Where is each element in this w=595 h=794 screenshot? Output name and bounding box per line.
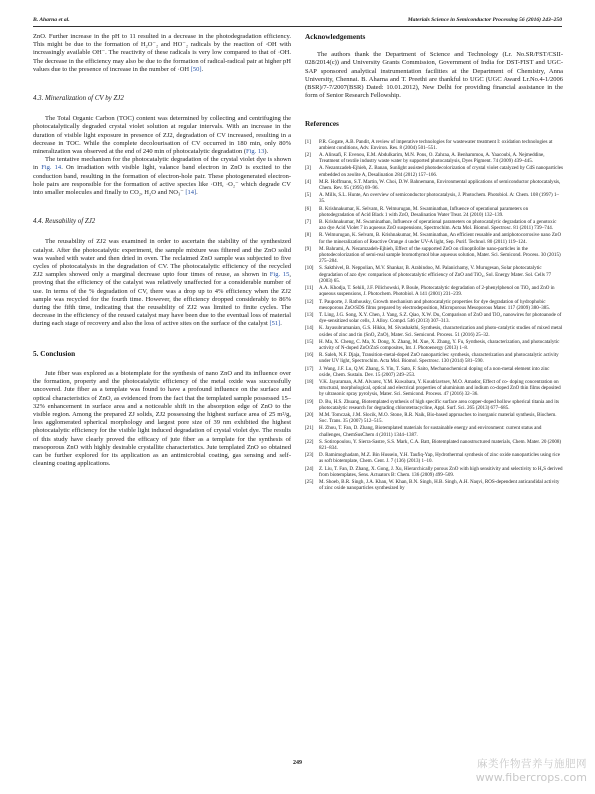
section-heading-4-4: 4.4. Reusability of ZJ2	[33, 218, 96, 226]
citation-link[interactable]: [50]	[190, 65, 202, 73]
reference-item[interactable]	[305, 339, 563, 351]
reference-text: R. Saleh, N.F. Djaja, Transition-metal-doped ZnO nanoparticles: synthesis, characterization and photocatalytic activity under UV light, Spectrochim. Acta Mol. Biomol. Spectrosc. 130 (2014) 581–590.	[319, 352, 559, 365]
reference-text: A. Nezamzadeh-Ejhieh, Z. Banan, Sunlight assisted photodecolorization of crystal violet catalyzed by CdS nanoparticles embedded on zeolite A, Desalination 284 (2012) 157–166.	[319, 165, 564, 178]
reference-text: J. Wang, J.F. Lu, Q.W. Zhang, S. Yin, T. Sato, F. Saito, Mechanochemical doping of a non-metal element into zinc oxide, Chem. Sustain. Dev. 15 (2007) 249–253.	[319, 365, 550, 378]
reference-item[interactable]	[305, 439, 563, 451]
reference-item[interactable]	[305, 265, 563, 284]
paragraph-text: ).	[264, 148, 269, 156]
header-rule	[33, 26, 562, 27]
reference-item[interactable]	[305, 325, 563, 337]
reference-number: [11]	[305, 285, 314, 292]
paragraph-text: The Total Organic Carbon (TOC) content was determined by collecting and centrifuging the photocatalytically degraded crystal violet solution at regular intervals. With an increase in the duration of visible light exposure in presence of ZJ2, degradation of CV increased, resulting in a decrease in TOC. While the complete decolourisation of CV occurred in 180 min, only 80% mineralization was observed at the end of 240 min of photocatalytic degradation (	[33, 115, 291, 156]
paragraph-text: .	[196, 189, 198, 197]
reference-number: [16]	[305, 352, 314, 359]
reference-text: M. Bahrami, A. Nezamzadeh-Ejhieh, Effect of the supported ZnO on clinoptilolite nano-particles in the photodecolorization of semi-real sample bromothymol blue aqueous solution, Mater. Sci. Semicond. Process. 30 (2015) 275–284.	[319, 245, 561, 265]
spacer	[33, 103, 291, 115]
references-heading: References	[305, 119, 339, 129]
watermark-url: www.fibercrops.com	[475, 771, 587, 784]
section-heading-5: 5. Conclusion	[33, 348, 76, 358]
reference-item[interactable]	[305, 379, 563, 398]
page-number: 249	[293, 760, 302, 766]
reference-number: [9]	[305, 245, 311, 252]
reference-text: S. Sotiropoulou, Y. Sierra-Sastre, S.S. Mark, C.A. Batt, Biotemplated nanostructured materials, Chem. Mater. 20 (2008) 821–834.	[319, 438, 562, 451]
reference-text: M. Shoeb, B.R. Singh, J.A. Khan, W. Khan, B.N. Singh, H.B. Singh, A.H. Naqvi, ROS-dependent anticandidal activity of zinc oxide nanoparticles synthesized by	[319, 478, 560, 492]
paragraph-text: .	[280, 320, 282, 328]
reference-list	[305, 139, 563, 492]
paragraph-text: The reusability of ZJ2 was examined in order to ascertain the stability of the synthesized catalyst. After the photocatalytic experiment, the sample mixture was filtered and the ZnO solid was washed with water and then dried in oven. The reclaimed ZnO sample was subjected to five cycles of photocatalysis in the degradation of CV. The photocatalytic efficiency of the recycled ZJ2 samples showed only a marginal decrease upto four times of reuse, as shown in	[33, 238, 291, 279]
reference-item[interactable]	[305, 425, 563, 437]
reference-text: H. Zhou, T. Fan, D. Zhang, Biotemplated materials for sustainable energy and environment: current status and challenges, ChemSusChem 4 (2011) 1344–1387.	[319, 425, 542, 438]
spacer	[33, 197, 291, 218]
left-column	[33, 33, 291, 468]
running-head	[33, 17, 562, 24]
intro-paragraph	[33, 33, 291, 74]
reference-item[interactable]	[305, 412, 563, 424]
reference-text: D. Ramimoghadam, M.Z. Bin Hussein, Y.H. Taufiq-Yap, Hydrothermal synthesis of zinc oxide nanoparticles using rice as soft biotemplate, Chem. Cent. J. 7 (136) (2013) 1–10.	[319, 452, 560, 465]
reference-text: V.K. Jayaraman, A.M. Alvarez, Y.M. Kuwabara, Y. Koudriavtsev, M.O. Amador, Effect of co- doping concentration on structural, morphological, optical and electrical properties of aluminium and indium co-doped ZnO thin films deposited by ultrasonic spray pyrolysis, Mater. Sci. Semicond. Process. 47 (2016) 32–36.	[319, 378, 561, 398]
mineralization-paragraph-1	[33, 115, 291, 156]
mineralization-paragraph-2	[33, 156, 291, 197]
citation-link[interactable]: [51]	[269, 320, 281, 328]
reference-item[interactable]	[305, 366, 563, 378]
reference-number: [17]	[305, 365, 314, 372]
reference-item[interactable]	[305, 206, 563, 218]
figure-link[interactable]: Fig. 15	[269, 271, 290, 279]
spacer	[305, 129, 563, 139]
section-heading-4-3: 4.3. Mineralization of CV by ZJ2	[33, 95, 124, 103]
reference-number: [12]	[305, 298, 314, 305]
paragraph-text: The tentative mechanism for the photocatalytic degradation of the crystal violet dye is shown in	[33, 156, 291, 172]
header-authors: B. Aharna et al.	[33, 17, 70, 23]
reference-item[interactable]	[305, 452, 563, 464]
reference-item[interactable]	[305, 152, 563, 164]
reference-item[interactable]	[305, 179, 563, 191]
spacer	[305, 41, 563, 51]
reference-number: [6]	[305, 205, 311, 212]
reference-number: [25]	[305, 478, 314, 485]
reference-item[interactable]	[305, 312, 563, 324]
reference-text: Z. Liu, T. Fan, D. Zhang, X. Gong, J. Xu, Hierarchically porous ZnO with high sensitivity and selectivity to H₂S derived from biotemplates, Sens. Actuators B: Chem. 136 (2009) 499–509.	[319, 465, 563, 478]
spacer	[33, 329, 291, 350]
reference-text: M.M. Tomczak, J.M. Slocik, M.O. Stone, R.R. Naik, Bio-based approaches to inorganic material synthesis, Biochem. Soc. Trans. 35 (2007) 512–515.	[319, 411, 557, 425]
reference-number: [10]	[305, 265, 314, 272]
spacer	[33, 74, 291, 95]
reference-text: T. Ling, J.G. Song, X.Y. Chen, J. Yang, S.Z. Qiao, X.W. Du, Comparison of ZnO and TiO₂ nanowires for photoanode of dye-sensitized solar cells, J. Alloy. Compd. 546 (2013) 307–313.	[319, 311, 562, 325]
reference-item[interactable]	[305, 352, 563, 364]
acknowledgements-text: The authors thank the Department of Science and Technology (Lr. No.SR/FST/CSII- 028/2014(c)) and University Grants Commission, Government of India for DST-FIST and UGC-SAP sponsored analytical instrumentation facilities at the Department of Chemistry, Anna University, Chennai. B. Aharna and T. Preethi are thankful to UGC (UGC Award Lr.No.4-1/2006 (BSR)/7-7/2007(BSR) Dated: 10.01.2012), New Delhi for providing financial assistance in the form of Senior Research Fellowship.	[305, 51, 563, 100]
reference-item[interactable]	[305, 246, 563, 265]
reference-text: M.R. Hoffmann, S.T. Martin, W. Choi, D.W. Bahnemann, Environmental applications of semiconductor photocatalysis, Chem. Rev. 95 (1995) 69–96.	[319, 178, 561, 192]
spacer	[33, 358, 291, 370]
reference-number: [3]	[305, 165, 311, 172]
reference-number: [19]	[305, 398, 314, 405]
acknowledgements-heading: Acknowledgements	[305, 32, 366, 41]
reference-number: [13]	[305, 311, 314, 318]
reference-number: [21]	[305, 425, 314, 432]
reference-number: [14]	[305, 325, 314, 332]
reference-item[interactable]	[305, 139, 563, 151]
reference-text: R. Velmurugan, K. Selvam, B. Krishnakumar, M. Swaminathan, An efficient reusable and antiphotocorrosive nano ZnO for the mineralization of Reactive Orange 4 under UV-A light, Sep. Purif. Technol. 80 (2011) 119–124.	[319, 232, 562, 245]
conclusion-paragraph: Jute fiber was explored as a biotemplate for the synthesis of nano ZnO and its influence over the formation, property and the photocatalytic efficiency of the metal oxide was successfully uncovered. Jute fiber as a template was found to have a profound influence on the surface and optical characteristics of ZnO, as evidenced from the fact that the templated sample possessed 15–32% enhancement in surface area and a noticeable shift in the absorption edge of ZnO to the visible region. Among the prepared ZJ solids, ZJ2 possessing the highest surface area of 25 m²/g, less agglomerated spherical morphology and largest pore size of 39 nm exhibited the highest photocatalytic efficiency for the visible light induced degradation of crystal violet dye. The results of this study have clearly proved the efficacy of jute fiber as a template for the synthesis of mesoporous ZnO with highly desirable crystallite characteristics. Jute templated ZnO so obtained can be further explored for its application as an antimicrobial coating, gas sensing and self-cleaning coating applications.	[33, 369, 291, 468]
reference-number: [1]	[305, 138, 311, 145]
reference-text: D. Bu, H.S. Zhuang, Biotemplated synthesis of high specific surface area copper-doped hollow spherical titania and its photocatalytic research for degrading chlorotetracycline, Appl. Surf. Sci. 265 (2013) 677–685.	[319, 398, 559, 411]
intro-text: ZnO. Further increase in the pH to 11 resulted in a decrease in the photodegradation efficiency. This might be due to the formation of H₂O⁻₂ and HO⁻₂ radicals by the reaction of ·OH with increasingly available OH⁻. The reactivity of these radicals is very low compared to that of ·OH. The decrease in the efficiency may also be due to the formation of radical-radical pair at higher pH values due to the presence of increase in the number of ·OH	[33, 33, 291, 73]
intro-text-end: .	[201, 65, 204, 73]
reference-text: A. Mills, S.L. Hunte, An overview of semiconductor photocatalysis, J. Photochem. Photobiol. A: Chem. 108 (1997) 1–35.	[319, 192, 559, 205]
reference-text: H. Ma, X. Cheng, C. Ma, X. Dong, X. Zhang, M. Xue, X. Zhang, Y. Fu, Synthesis, characterization, and photocatalytic activity of N-doped ZnO/ZnS composites, Int. J. Photoenergy (2013) 1–8.	[319, 338, 560, 351]
spacer	[33, 226, 291, 238]
reference-number: [7]	[305, 219, 311, 226]
reference-item[interactable]	[305, 466, 563, 478]
reference-item[interactable]	[305, 219, 563, 231]
reference-text: A. Alinsafi, F. Evenou, E.M. Abdulkarim, M.N. Pons, O. Zahraa, A. Benhammou, A. Yaacoubi, A. Nejmeddine, Treatment of textile industry waste water by supported photocatalysis, Dyes Pigment. 74 (2009) 439–445.	[319, 152, 545, 165]
reference-text: B. Krishnakumar, M. Swaminathan, Influence of operational parameters on photocatalytic degradation of a genotoxic azo dye Acid Violet 7 in aqueous ZnO suspensions, Spectrochim. Acta Mol. Biomol. Spectrosc. 81 (2011) 739–744.	[319, 219, 557, 232]
reference-number: [15]	[305, 338, 314, 345]
reference-number: [5]	[305, 192, 311, 199]
reference-text: B. Krishnakumar, K. Selvam, R. Velmurugan, M. Swaminathan, Influence of operational parameters on photodegradation of Acid Black 1 with ZnO, Desalination Water Treat. 24 (2010) 132–139.	[319, 205, 529, 218]
reference-item[interactable]	[305, 479, 563, 491]
header-journal: Materials Science in Semiconductor Processing 56 (2016) 243–250	[407, 17, 562, 23]
reference-text: A.A. Khodja, T. Sehili, J.F. Pilichowski, P. Boule, Photocatalytic degradation of 2-phenylphenol on TiO₂ and ZnO in aqueous suspensions, J. Photochem. Photobiol. A 141 (2001) 231–239.	[319, 285, 555, 298]
reference-item[interactable]	[305, 165, 563, 177]
spacer	[305, 100, 563, 120]
reference-number: [23]	[305, 452, 314, 459]
reference-number: [18]	[305, 378, 314, 385]
figure-link[interactable]: Fig. 13	[246, 148, 265, 156]
reference-text: K. Jayasubramanian, G.S. Hikku, M. Sivashakthi, Synthesis, characterization and photo-catalytic studies of mixed metal oxides of zinc and tin (SnO₂ ZnO), Mater. Sci. Semicond. Process. 51 (2016) 25–32.	[319, 325, 563, 338]
reference-text: S. Sakthivel, B. Neppolian, M.V. Shankar, B. Arabindoo, M. Palanichamy, V. Murugesan, Solar photocatalytic degradation of azo dye: comparison of photocatalytic efficiency of ZnO and TiO₂, Sol. Energy Mater. Sol. Cells 77 (2003) 65.	[319, 265, 552, 284]
reference-number: [8]	[305, 232, 311, 239]
figure-link[interactable]: Fig. 14	[41, 164, 62, 172]
reference-text: P.R. Gogate, A.B. Pandit, A review of imperative technologies for wastewater treatment I: oxidation technologies at ambient conditions, Adv. Environ. Res. 8 (2004) 501–551.	[319, 138, 553, 151]
reference-number: [22]	[305, 438, 314, 445]
right-column	[305, 33, 563, 492]
watermark	[476, 758, 587, 784]
reference-item[interactable]	[305, 232, 563, 244]
watermark-chinese: 麻类作物营养与施肥网	[477, 758, 587, 770]
reference-number: [20]	[305, 411, 314, 418]
reference-text: T. Pauporte, J. Rathousky, Growth mechanism and photocatalytic properties for dye degradation of hydrophobic mesoporous ZnO/SDS films prepared by electrodeposition, Microporous Mesoporous Mater. 117 (2009) 380–385.	[319, 298, 551, 311]
reference-item[interactable]	[305, 299, 563, 311]
paragraph-text: , proving that the efficiency of the catalyst was relatively unaffected for a considerable number of use. In terms of the % degradation of CV, there was a drop up to 4% efficiency when the ZJ2 sample was recycled for the fourth time. However, the efficiency dropped considerably to 86% during the fifth time, indicating that the reusability of ZJ2 was limited to finite cycles. The decrease in the efficiency of the reused catalyst may have been due to the eventual loss of material during each stage of recovery and also the loss of active sites on the surface of the catalyst	[33, 271, 292, 328]
reference-item[interactable]	[305, 399, 563, 411]
reference-number: [4]	[305, 178, 311, 185]
reference-item[interactable]	[305, 192, 563, 204]
reference-number: [24]	[305, 465, 314, 472]
reference-item[interactable]	[305, 285, 563, 297]
reusability-paragraph	[33, 238, 291, 328]
reference-number: [2]	[305, 152, 311, 159]
citation-link[interactable]: [14]	[185, 189, 197, 197]
paragraph-text: . On irradiation with visible light, valance band electron in ZnO is excited to the conduction band, resulting in the formation of electron-hole pair. These photogenerated electron-hole pairs are responsible for the formation of active species like ·OH, ·O₂⁻ which degrade CV into smaller molecules and finally to CO₂, H₂O and NO₃⁻	[33, 164, 291, 197]
